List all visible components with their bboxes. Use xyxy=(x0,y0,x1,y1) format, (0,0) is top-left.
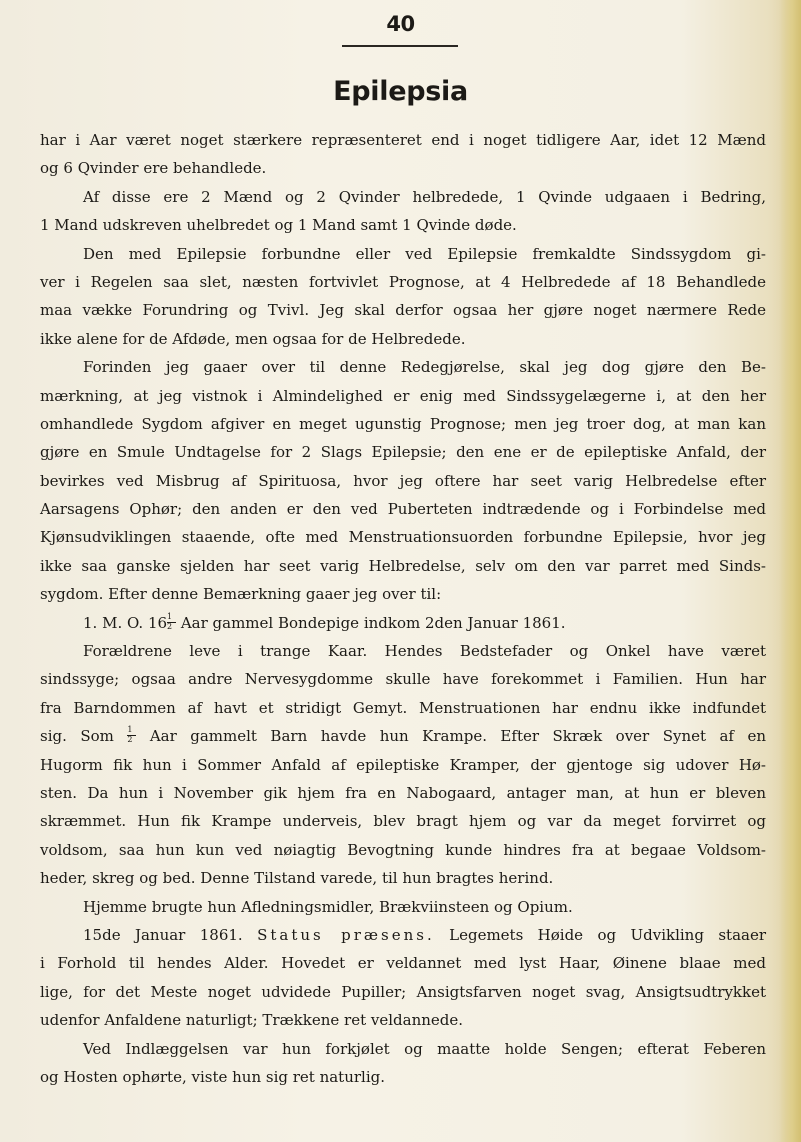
text-line: Hugorm fik hun i Sommer Anfald af epileptiske Kramper, der gjentoge sig udover Hø- xyxy=(40,755,766,774)
text-line: Forinden jeg gaaer over til denne Redegjørelse, skal jeg dog gjøre den Be- xyxy=(83,358,766,377)
text-line: og Hosten ophørte, viste hun sig ret naturlig. xyxy=(40,1067,386,1086)
text-line: voldsom, saa hun kun ved nøiagtig Bevogtning kunde hindres fra at begaae Voldsom- xyxy=(40,840,766,859)
text-line: Hjemme brugte hun Afledningsmidler, Brækviinsteen og Opium. xyxy=(83,897,573,916)
date-label: 15de Januar 1861. xyxy=(83,925,243,944)
text-line: ikke saa ganske sjelden har seet varig Helbredelse, selv om den var parret med Sinds- xyxy=(40,556,766,575)
case-label: 1. M. O. xyxy=(83,613,144,632)
text-line: har i Aar været noget stærkere repræsenteret end i noget tidligere Aar, idet 12 Mænd xyxy=(40,131,766,149)
text-segment: Legemets Høide og Udvikling staaer xyxy=(449,925,766,944)
text-line: i Forhold til hendes Alder. Hovedet er veldannet med lyst Haar, Øinene blaae med xyxy=(40,954,766,973)
fraction-numerator: 1 xyxy=(167,611,173,621)
text-line: Ved Indlæggelsen var hun forkjølet og maatte holde Sengen; efterat Feberen xyxy=(83,1039,766,1058)
text-line: skræmmet. Hun fik Krampe underveis, blev bragt hjem og var da meget forvirret og xyxy=(40,812,766,831)
case-intro-text: Aar gammel Bondepige indkom 2den Januar 1861. xyxy=(180,613,566,632)
text-line: udenfor Anfaldene naturligt; Trækkene ret veldannede. xyxy=(40,1011,464,1030)
text-line: bevirkes ved Misbrug af Spirituosa, hvor jeg oftere har seet varig Helbredelse efter xyxy=(40,471,766,490)
text-line: maa vække Forundring og Tvivl. Jeg skal derfor ogsaa her gjøre noget nærmere Rede xyxy=(40,301,766,320)
fraction-denominator: 2 xyxy=(127,735,133,745)
fraction-half xyxy=(127,725,136,745)
text-line: sindssyge; ogsaa andre Nervesygdomme skulle have forekommet i Familien. Hun har xyxy=(40,670,766,689)
text-line: fra Barndommen af havt et stridigt Gemyt. Menstruationen har endnu ikke indfundet xyxy=(40,698,766,717)
page-edge-stain xyxy=(779,0,801,1142)
fraction-numerator: 1 xyxy=(127,725,133,735)
text-line: og 6 Qvinder ere behandlede. xyxy=(40,159,267,178)
text-line: ver i Regelen saa slet, næsten fortvivlet Prognose, at 4 Helbredede af 18 Behandlede xyxy=(40,272,766,291)
text-line: 1 Mand udskreven uhelbredet og 1 Mand samt 1 Qvinde døde. xyxy=(40,216,517,235)
age-whole: 16 xyxy=(147,613,168,632)
text-line: Den med Epilepsie forbundne eller ved Epilepsie fremkaldte Sindssygdom gi- xyxy=(83,244,766,263)
body-text xyxy=(40,126,766,1091)
section-title: Epilepsia xyxy=(333,76,468,107)
text-line: omhandlede Sygdom afgiver en meget ugunstig Prognose; men jeg troer dog, at man kan xyxy=(40,414,766,433)
page-number-rule xyxy=(342,45,458,47)
text-segment: Aar gammelt Barn havde hun Krampe. Efter Skræk over Synet af en xyxy=(149,727,766,746)
text-segment: sig. Som xyxy=(40,727,114,746)
text-line: gjøre en Smule Undtagelse for 2 Slags Epilepsie; den ene er de epileptiske Anfald, der xyxy=(40,443,766,462)
text-line: lige, for det Meste noget udvidede Pupiller; Ansigtsfarven noget svag, Ansigtsudtrykket xyxy=(40,982,766,1001)
text-line: sygdom. Efter denne Bemærkning gaaer jeg over til: xyxy=(40,585,442,604)
text-line: Kjønsudviklingen staaende, ofte med Menstruationsuorden forbundne Epilepsie, hvor jeg xyxy=(40,528,766,547)
text-line: ikke alene for de Afdøde, men ogsaa for de Helbredede. xyxy=(40,329,466,348)
status-praesens-label: Status præsens. xyxy=(257,925,435,944)
page-number: 40 xyxy=(386,12,415,36)
text-line: mærkning, at jeg vistnok i Almindelighed er enig med Sindssygelægerne i, at den her xyxy=(40,386,766,405)
fraction-half xyxy=(167,611,176,631)
text-line-half-year xyxy=(40,722,766,750)
text-line: heder, skreg og bed. Denne Tilstand varede, til hun bragtes herind. xyxy=(40,869,554,888)
text-line: Aarsagens Ophør; den anden er den ved Puberteten indtrædende og i Forbindelse med xyxy=(40,500,766,519)
text-line: Af disse ere 2 Mænd og 2 Qvinder helbredede, 1 Qvinde udgaaen i Bedring, xyxy=(83,187,766,206)
text-line-case-intro xyxy=(40,609,766,637)
text-line: sten. Da hun i November gik hjem fra en Nabogaard, antager man, at hun er bleven xyxy=(40,783,766,802)
fraction-denominator: 2 xyxy=(167,621,173,631)
text-line-status xyxy=(40,921,766,949)
text-line: Forældrene leve i trange Kaar. Hendes Bedstefader og Onkel have været xyxy=(83,642,766,661)
